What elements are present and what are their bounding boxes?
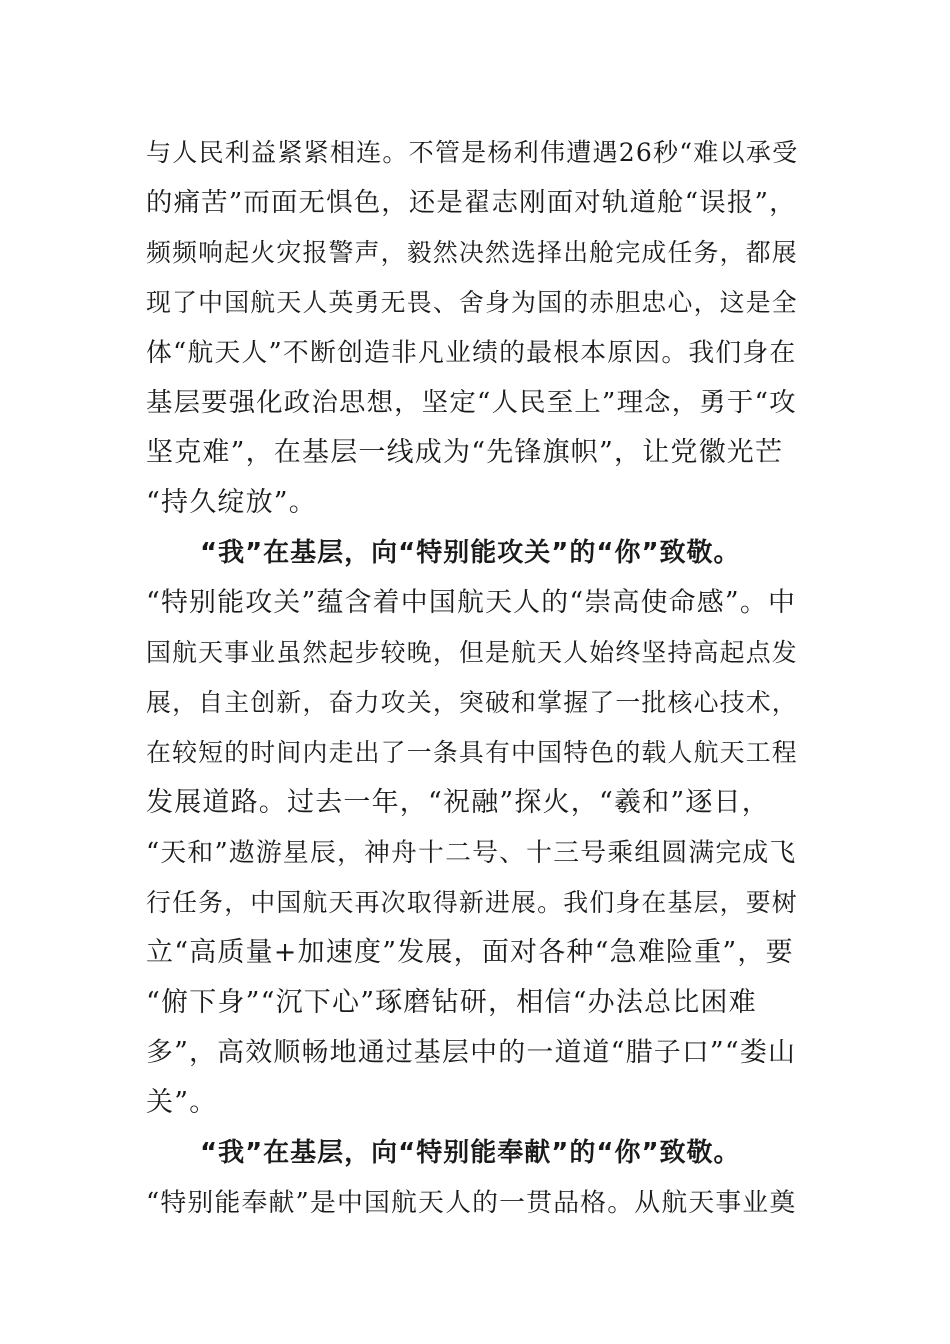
body-text-line: “天和”遨游星辰，神舟十二号、十三号乘组圆满完成飞 [146,838,797,868]
body-text-line: 发展道路。过去一年，“祝融”探火，“羲和”逐日， [146,787,771,818]
body-text-line: 多”，高效顺畅地通过基层中的一道道“腊子口”“娄山 [146,1037,797,1068]
body-text-line: “特别能攻关”蕴含着中国航天人的“崇高使命感”。中 [146,587,797,618]
body-text-line: 展，自主创新，奋力攻关，突破和掌握了一批核心技术， [146,688,798,717]
body-text-line: 坚克难”，在基层一线成为“先锋旗帜”，让党徽光芒 [146,437,784,468]
body-text-line: 现了中国航天人英勇无畏、舍身为国的赤胆忠心，这是全 [146,288,798,317]
body-text-line: 基层要强化政治思想，坚定“人民至上”理念，勇于“攻 [146,388,797,418]
body-text-line: 关”。 [146,1087,218,1118]
body-text-line: 国航天事业虽然起步较晚，但是航天人始终坚持高起点发 [146,638,798,667]
body-text-line: 体“航天人”不断创造非凡业绩的最根本原因。我们身在 [146,338,797,368]
body-text-line: 与人民利益紧紧相连。不管是杨利伟遭遇26秒“难以承受 [146,138,799,167]
section-heading: “我”在基层，向“特别能攻关”的“你”致敬。 [200,538,741,568]
body-text-line: 在较短的时间内走出了一条具有中国特色的载人航天工程 [146,738,798,767]
document-body [146,128,799,1228]
body-text-line: 频频响起火灾报警声，毅然决然选择出舱完成任务，都展 [146,238,798,267]
body-text-line: 行任务，中国航天再次取得新进展。我们身在基层，要树 [146,888,798,917]
section-heading: “我”在基层，向“特别能奉献”的“你”致敬。 [200,1138,741,1168]
body-text-line: 的痛苦”而面无惧色，还是翟志刚面对轨道舱“误报”， [146,188,797,218]
body-text-line: “持久绽放”。 [146,487,318,518]
body-text-line: “俯下身”“沉下心”琢磨钻研，相信“办法总比困难 [146,987,757,1018]
body-text-line: “特别能奉献”是中国航天人的一贯品格。从航天事业奠 [146,1188,797,1218]
body-text-line: 立“高质量+加速度”发展，面对各种“急难险重”，要 [146,937,794,968]
